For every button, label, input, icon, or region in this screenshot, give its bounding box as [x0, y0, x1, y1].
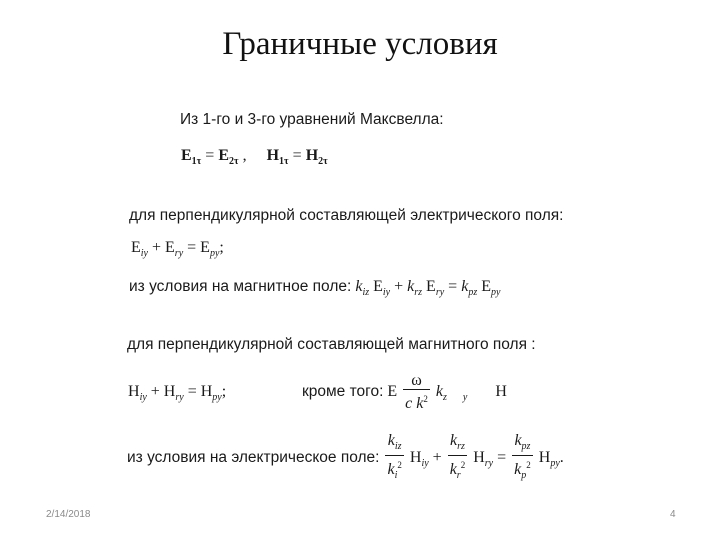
- besides-line: [302, 372, 507, 413]
- electric-perp-equation: $E_{iy} + E_{ry} = E_{py}$;: [131, 239, 224, 259]
- magnetic-perp-equation: $H_{iy} + H_{ry} = H_{py}$;: [128, 383, 227, 403]
- besides-label: кроме того:: [302, 383, 384, 401]
- tangential-boundary-equation: $E_{1\tau} = E_{2\tau}$ , $H_{1\tau} = H_{2\tau}$: [181, 147, 328, 167]
- besides-equation: E $\frac{\omega}{c k^2}$ $k_z$ $_y$ H: [387, 372, 507, 412]
- perp-magnetic-heading: для перпендикулярной составляющей магнитного поля :: [127, 336, 536, 353]
- footer-date: 2/14/2018: [46, 509, 91, 520]
- slide-title: Граничные условия: [222, 26, 498, 62]
- magnetic-condition-line: [129, 278, 500, 298]
- page-number: 4: [670, 509, 676, 520]
- magnetic-condition-label: из условия на магнитное поле:: [129, 278, 352, 295]
- magnetic-condition-equation: $k_{iz}$ $E_{iy} + k_{rz}$ $E_{ry} = k_{pz}$ $E_{py}$: [355, 278, 501, 298]
- electric-condition-equation: $\frac{k_{iz}}{k_i^2}$ $H_{iy}$ + $\frac{k_{rz}}{k_r^2}$ $H_{ry}$ = $\frac{k_{pz}}{k_p^2}$ $H_{py}$.: [383, 449, 563, 466]
- electric-condition-label: из условия на электрическое поле:: [127, 449, 380, 467]
- perp-electric-heading: для перпендикулярной составляющей электрического поля:: [129, 207, 564, 224]
- intro-text: Из 1-го и 3-го уравнений Максвелла:: [180, 111, 444, 128]
- electric-condition-line: [127, 432, 564, 485]
